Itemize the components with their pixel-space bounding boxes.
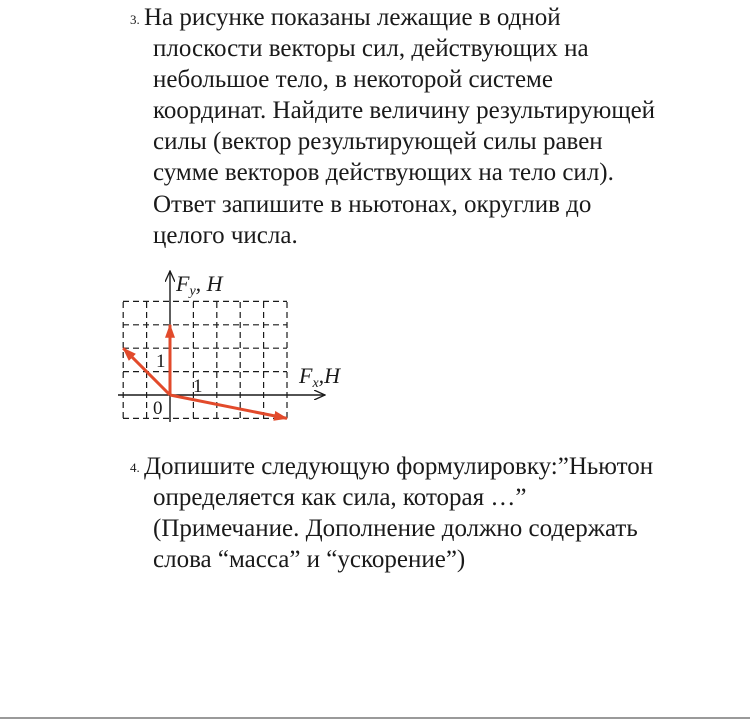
task-3-line: силы (вектор результирующей силы равен (153, 128, 603, 155)
x-axis-label (298, 363, 341, 391)
task-3-line: небольшое тело, в некоторой системе (153, 66, 553, 93)
y-axis-label (175, 271, 224, 299)
y-axis-unit: , H (195, 271, 223, 296)
task-4-line: Допишите следующую формулировку:”Ньютон (144, 453, 654, 480)
task-4-line: определяется как сила, которая …” (153, 484, 527, 511)
y-axis-var: F (176, 271, 190, 296)
task-3-line: На рисунке показаны лежащие в одной (144, 4, 561, 31)
y-unit-label: 1 (156, 351, 166, 372)
task-4-line: слова “масса” и “ускорение”) (153, 546, 466, 573)
task-3-line: плоскости векторы сил, действующих на (153, 35, 589, 62)
x-axis-unit: ,H (318, 363, 341, 388)
task-3-line: сумме векторов действующих на тело сил). (153, 159, 614, 186)
x-axis-var: F (299, 363, 313, 388)
task-4-number: 4. (130, 460, 140, 475)
origin-label: 0 (153, 398, 163, 419)
task-3-line: целого числа. (153, 222, 298, 249)
task-3-number: 3. (130, 12, 140, 27)
force-vector (170, 395, 287, 418)
x-axis-sub: x (312, 376, 319, 391)
task-3-line: координат. Найдите величину результирующей (153, 97, 656, 124)
task-4-line: (Примечание. Дополнение должно содержать (153, 515, 638, 542)
page-bottom-border (0, 717, 750, 719)
x-unit-label: 1 (193, 376, 203, 397)
task-3-line: Ответ запишите в ньютонах, округлив до (153, 191, 592, 218)
y-axis-sub: y (189, 284, 196, 299)
